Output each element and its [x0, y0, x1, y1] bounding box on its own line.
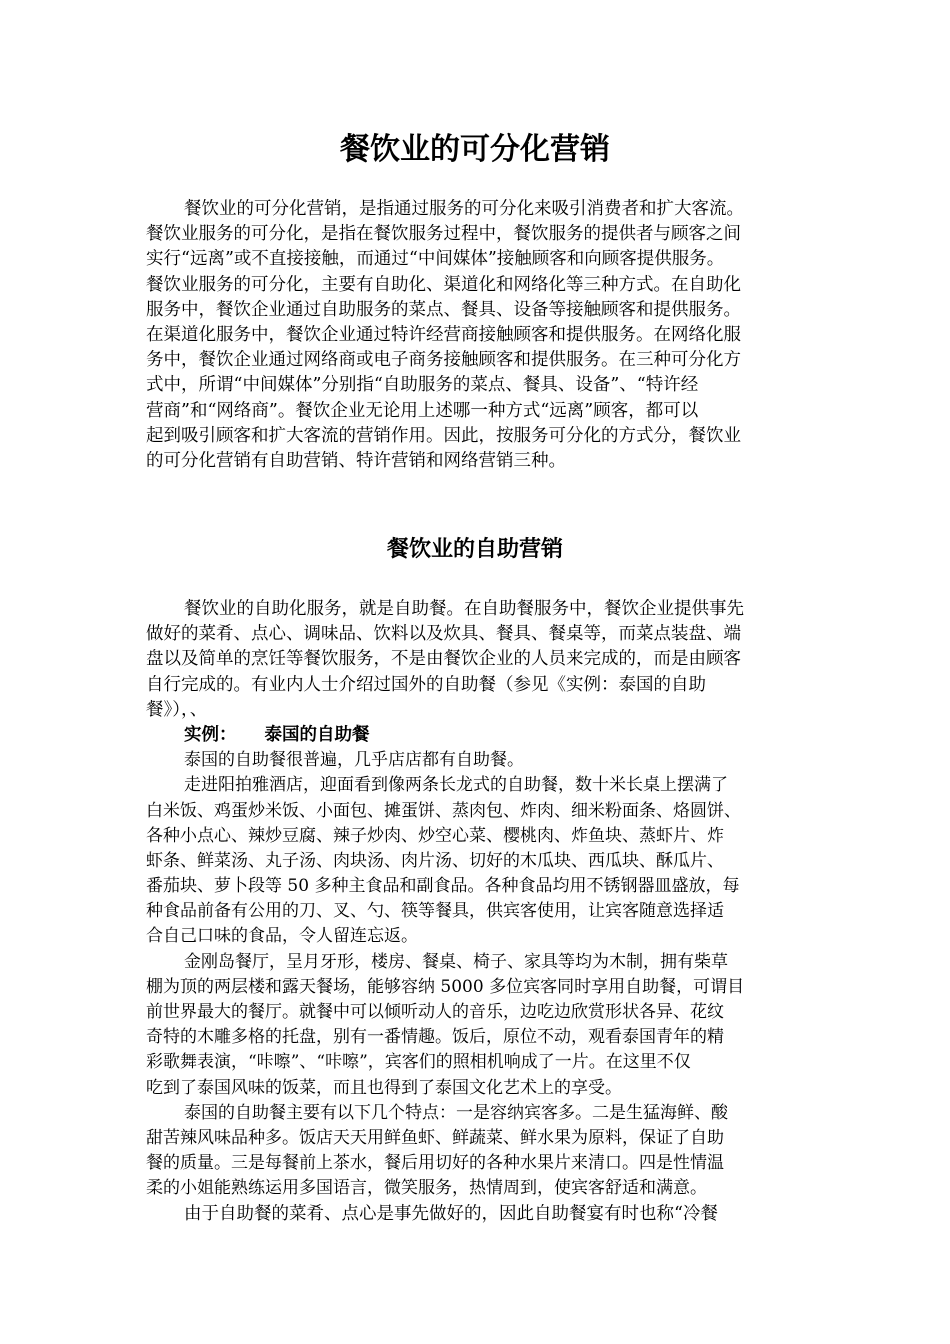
example-line: 吃到了泰国风味的饭菜，而且也得到了泰国文化艺术上的享受。: [146, 1077, 622, 1098]
example-line: 各种小点心、辣炒豆腐、辣子炒肉、炒空心菜、樱桃肉、炸鱼块、蒸虾片、炸: [146, 825, 724, 846]
example-line: 泰国的自助餐很普遍，几乎店店都有自助餐。: [184, 750, 524, 771]
paragraph-line: 起到吸引顾客和扩大客流的营销作用。因此，按服务可分化的方式分，餐饮业: [146, 425, 741, 446]
paragraph-line: 由于自助餐的菜肴、点心是事先做好的，因此自助餐宴有时也称“冷餐: [184, 1203, 718, 1224]
example-line: 白米饭、鸡蛋炒米饭、小面包、摊蛋饼、蒸肉包、炸肉、细米粉面条、烙圆饼、: [146, 800, 741, 821]
section-heading: 餐饮业的自助营销: [386, 537, 563, 562]
paragraph-line: 做好的菜肴、点心、调味品、饮料以及炊具、餐具、餐桌等，而菜点装盘、端: [146, 624, 741, 645]
example-line: 彩歌舞表演，“咔嚓”、“咔嚓”，宾客们的照相机响成了一片。在这里不仅: [146, 1052, 691, 1073]
paragraph-line: 餐饮业服务的可分化，主要有自助化、渠道化和网络化等三种方式。在自助化: [146, 274, 741, 295]
example-line: 奇特的木雕多格的托盘，别有一番情趣。饭后，原位不动，观看泰国青年的精: [146, 1027, 724, 1048]
paragraph-line: 自行完成的。有业内人士介绍过国外的自助餐（参见《实例：泰国的自助: [146, 674, 706, 695]
intro-paragraph: [146, 197, 816, 474]
example-line: 走进阳拍雅酒店，迎面看到像两条长龙式的自助餐，数十米长桌上摆满了: [184, 775, 728, 796]
example-line: 餐的质量。三是每餐前上茶水，餐后用切好的各种水果片来清口。四是性情温: [146, 1153, 724, 1174]
paragraph-line: 营商”和“网络商”。餐饮企业无论用上述哪一种方式“远离”顾客，都可以: [146, 400, 699, 421]
paragraph-line: 式中，所谓“中间媒体”分别指“自助服务的菜点、餐具、设备”、“特许经: [146, 375, 699, 396]
paragraph-line: 务中，餐饮企业通过网络商或电子商务接触顾客和提供服务。在三种可分化方: [146, 350, 741, 371]
example-line: 棚为顶的两层楼和露天餐场，能够容纳 5000 多位宾客同时享用自助餐，可谓目: [146, 976, 745, 997]
example-line: 虾条、鲜菜汤、丸子汤、肉块汤、肉片汤、切好的木瓜块、西瓜块、酥瓜片、: [146, 850, 724, 871]
example-line: 合自己口味的食品，令人留连忘返。: [146, 926, 418, 947]
paragraph-line: 餐饮业的可分化营销，是指通过服务的可分化来吸引消费者和扩大客流。: [184, 199, 744, 219]
example-title: 泰国的自助餐: [264, 724, 370, 745]
paragraph-line: 在渠道化服务中，餐饮企业通过特许经营商接触顾客和提供服务。在网络化服: [146, 324, 741, 345]
example-line: 甜苦辣风味品种多。饭店天天用鲜鱼虾、鲜蔬菜、鲜水果为原料，保证了自助: [146, 1127, 724, 1148]
example-line: 金刚岛餐厅，呈月牙形，楼房、餐桌、椅子、家具等均为木制，拥有柴草: [184, 951, 728, 972]
paragraph-line: 实行“远离”或不直接接触，而通过“中间媒体”接触顾客和向顾客提供服务。: [146, 249, 725, 270]
paragraph-line: 的可分化营销有自助营销、特许营销和网络营销三种。: [146, 450, 566, 471]
example-tag: 实例：: [184, 724, 237, 745]
paragraph-line: 餐饮业服务的可分化，是指在餐饮服务过程中，餐饮服务的提供者与顾客之间: [146, 224, 741, 245]
page-title: 餐饮业的可分化营销: [340, 132, 610, 167]
example-line: 前世界最大的餐厅。就餐中可以倾听动人的音乐，边吃边欣赏形状各异、花纹: [146, 1002, 724, 1022]
section-paragraph: [146, 597, 816, 1227]
paragraph-line: 餐》），、: [146, 699, 208, 720]
example-line: 泰国的自助餐主要有以下几个特点：一是容纳宾客多。二是生猛海鲜、酸: [184, 1102, 728, 1123]
example-line: 种食品前备有公用的刀、叉、勺、筷等餐具，供宾客使用，让宾客随意选择适: [146, 901, 724, 922]
example-heading: [146, 723, 816, 748]
paragraph-line: 服务中，餐饮企业通过自助服务的菜点、餐具、设备等接触顾客和提供服务。: [146, 299, 741, 320]
paragraph-line: 盘以及简单的烹饪等餐饮服务，不是由餐饮企业的人员来完成的，而是由顾客: [146, 649, 741, 670]
paragraph-line: 餐饮业的自助化服务，就是自助餐。在自助餐服务中，餐饮企业提供事先: [184, 599, 744, 619]
example-line: 番茄块、萝卜段等 50 多种主食品和副食品。各种食品均用不锈钢器皿盛放，每: [146, 876, 740, 897]
example-line: 柔的小姐能熟练运用多国语言，微笑服务，热情周到，使宾客舒适和满意。: [146, 1178, 707, 1199]
